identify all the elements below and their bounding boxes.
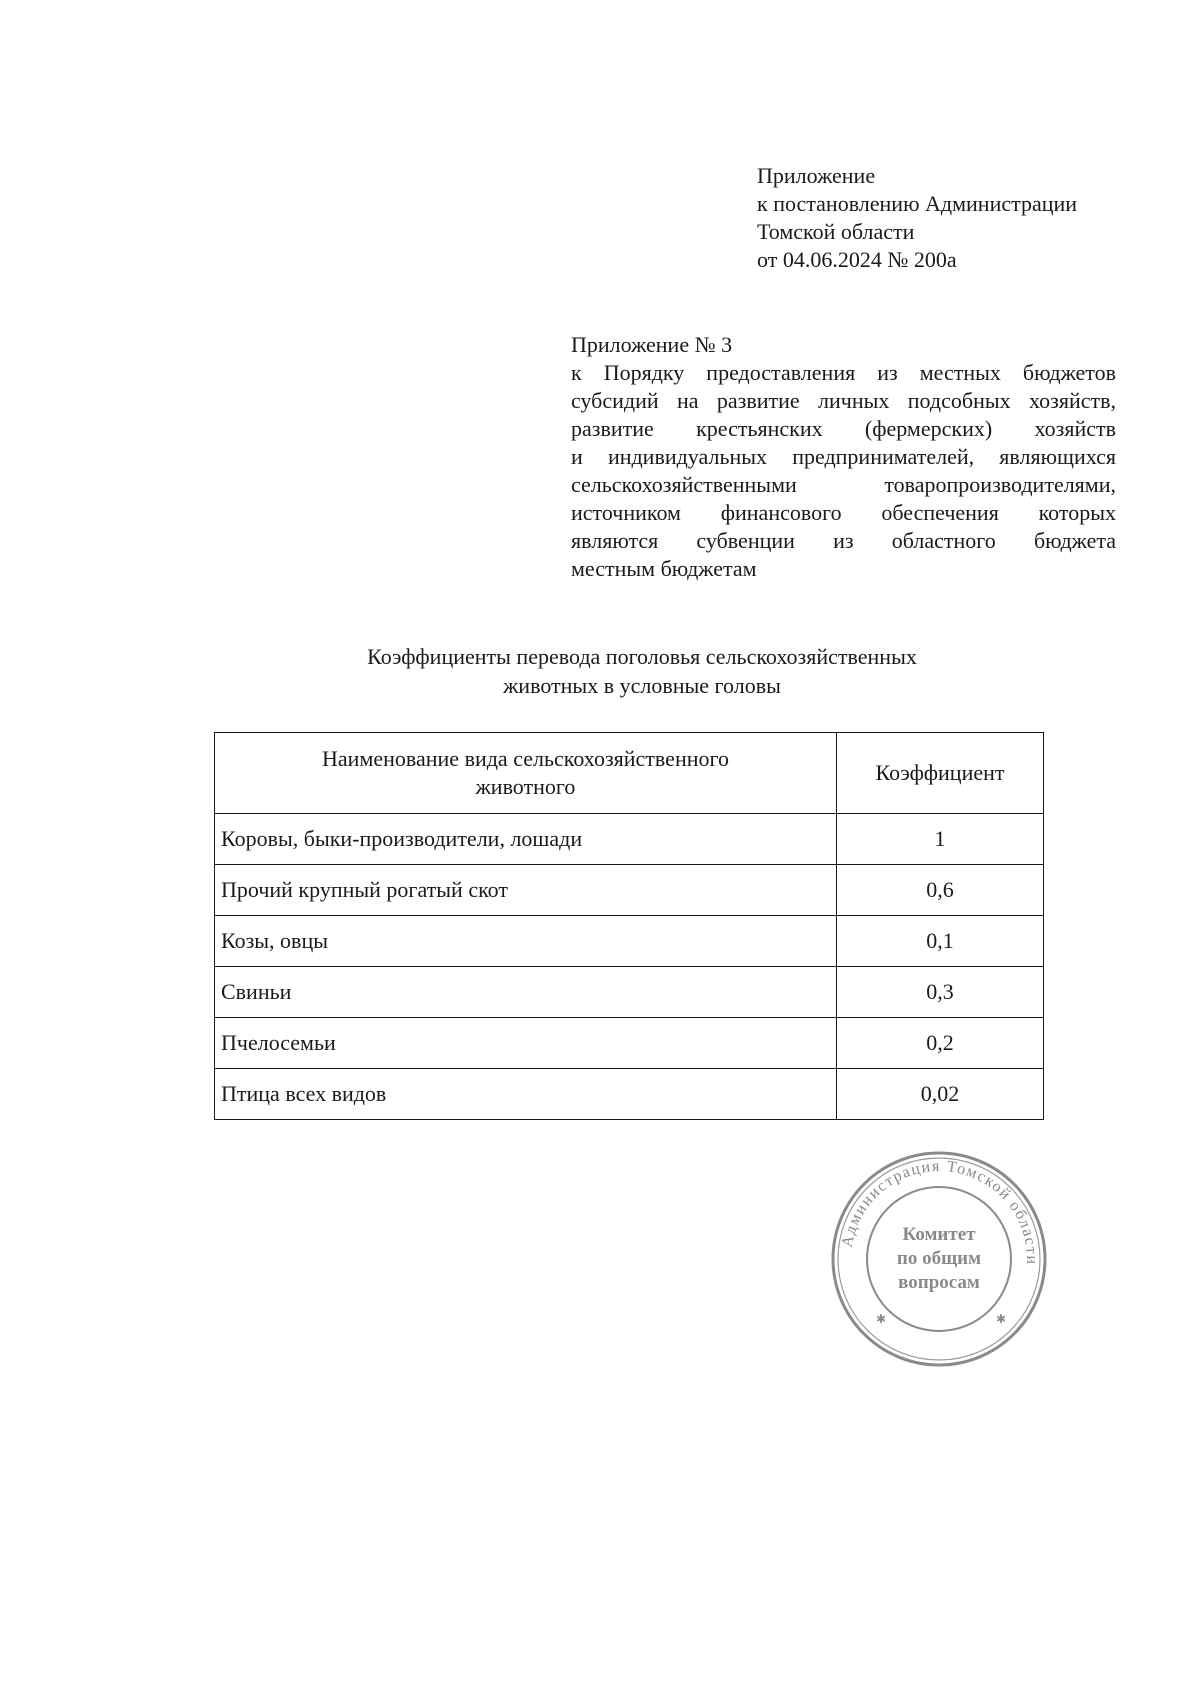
- table-row: [215, 1069, 1044, 1120]
- animal-type-cell: Птица всех видов: [215, 1069, 837, 1120]
- header-text-line: животного: [475, 774, 576, 799]
- appendix-reference: [571, 331, 1116, 583]
- animal-type-cell: Козы, овцы: [215, 916, 837, 967]
- attachment-date-line: от 04.06.2024 № 200а: [757, 247, 957, 272]
- column-header-coefficient: Коэффициент: [837, 733, 1044, 814]
- coefficient-cell: 0,3: [837, 967, 1044, 1018]
- appendix-number: Приложение № 3: [571, 332, 733, 357]
- attachment-line: к постановлению Администрации: [757, 191, 1078, 216]
- appendix-line: являются субвенции из областного бюджета: [571, 528, 1116, 553]
- stamp-center-line: по общим: [896, 1248, 982, 1269]
- coefficient-cell: 0,6: [837, 865, 1044, 916]
- appendix-line: местным бюджетам: [571, 556, 757, 581]
- attachment-line: Приложение: [757, 163, 876, 188]
- table-row: [215, 865, 1044, 916]
- stamp-center-line: Комитет: [902, 1224, 976, 1245]
- stamp-star-icon: ✱: [876, 1312, 887, 1326]
- title-line-2: животных в условные головы: [503, 673, 781, 698]
- document-title: [214, 642, 1070, 700]
- table-row: [215, 814, 1044, 865]
- coefficient-cell: 1: [837, 814, 1044, 865]
- table-row: [215, 1018, 1044, 1069]
- stamp-star-icon: ✱: [996, 1312, 1007, 1326]
- coefficients-table: [214, 732, 1044, 1120]
- animal-type-cell: Пчелосемьи: [215, 1018, 837, 1069]
- appendix-line: сельскохозяйственными товаропроизводителями,: [571, 472, 1116, 497]
- animal-type-cell: Прочий крупный рогатый скот: [215, 865, 837, 916]
- coefficient-cell: 0,02: [837, 1069, 1044, 1120]
- column-header-animal-type: [215, 733, 837, 814]
- appendix-line: развитие крестьянских (фермерских) хозяйств: [571, 416, 1116, 441]
- appendix-line: и индивидуальных предпринимателей, являющихся: [571, 444, 1116, 469]
- coefficient-cell: 0,1: [837, 916, 1044, 967]
- table-header-row: [215, 733, 1044, 814]
- stamp-center-line: вопросам: [898, 1272, 980, 1293]
- animal-type-cell: Коровы, быки-производители, лошади: [215, 814, 837, 865]
- coefficient-cell: 0,2: [837, 1018, 1044, 1069]
- stamp-ring-text: Администрация Томской области: [838, 1157, 1041, 1266]
- appendix-line: источником финансового обеспечения которых: [571, 500, 1116, 525]
- title-line-1: Коэффициенты перевода поголовья сельскохозяйственных: [367, 644, 917, 669]
- table-row: [215, 916, 1044, 967]
- animal-type-cell: Свиньи: [215, 967, 837, 1018]
- attachment-line: Томской области: [757, 219, 915, 244]
- appendix-line: к Порядку предоставления из местных бюджетов: [571, 360, 1116, 385]
- table-row: [215, 967, 1044, 1018]
- appendix-line: субсидий на развитие личных подсобных хозяйств,: [571, 388, 1116, 413]
- official-stamp: [828, 1148, 1050, 1370]
- header-text-line: Наименование вида сельскохозяйственного: [322, 746, 729, 771]
- attachment-header: [757, 162, 1117, 274]
